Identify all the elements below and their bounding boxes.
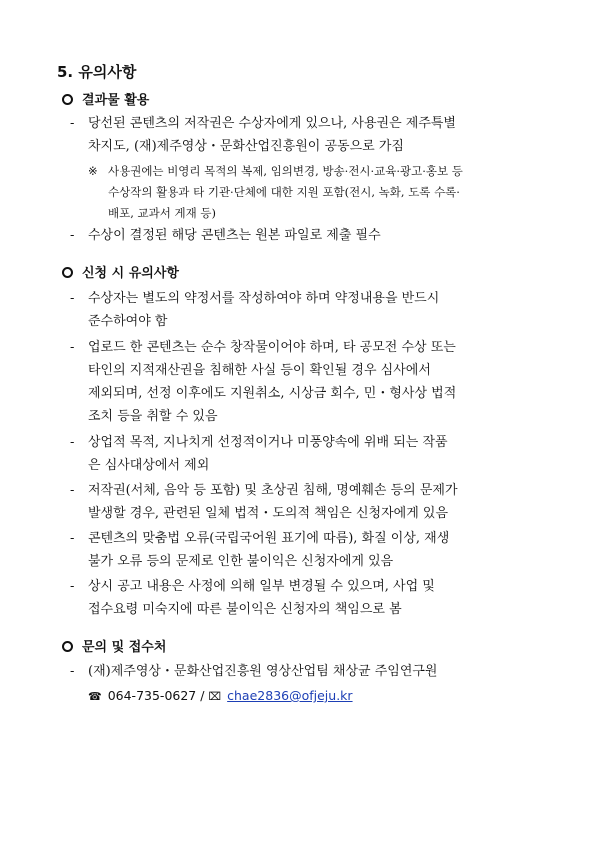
circle-bullet-icon: [62, 94, 73, 105]
list-item-text: 수상이 결정된 해당 콘텐츠는 원본 파일로 제출 필수: [88, 228, 381, 243]
circle-bullet-icon: [62, 267, 73, 278]
list-item-continuation: 불가 오류 등의 문제로 인한 불이익은 신청자에게 있음: [88, 554, 394, 569]
note-item: [88, 163, 463, 179]
list-item-continuation: 차지도, (재)제주영상・문화산업진흥원이 공동으로 가짐: [88, 139, 404, 154]
list-item: [70, 116, 456, 132]
mail-icon: ⌧: [208, 690, 222, 703]
subheading-label: 결과물 활용: [82, 93, 150, 108]
dash-marker: -: [70, 228, 75, 243]
list-item: [70, 291, 439, 307]
list-item-text: 저작권(서체, 음악 등 포함) 및 초상권 침해, 명예훼손 등의 문제가: [88, 483, 458, 498]
list-item-text: 당선된 콘텐츠의 저작권은 수상자에게 있으나, 사용권은 제주특별: [88, 116, 456, 131]
dash-marker: -: [70, 531, 75, 546]
list-item-text: 상시 공고 내용은 사정에 의해 일부 변경될 수 있으며, 사업 및: [88, 579, 435, 594]
dash-marker: -: [70, 116, 75, 131]
list-item-continuation: 은 심사대상에서 제외: [88, 458, 210, 473]
phone-icon: ☎: [88, 690, 102, 703]
email-link[interactable]: chae2836@ofjeju.kr: [227, 688, 353, 703]
dash-marker: -: [70, 483, 75, 498]
list-item-continuation: 제외되며, 선정 이후에도 지원취소, 시상금 회수, 민・형사상 법적: [88, 386, 457, 401]
dash-marker: -: [70, 340, 75, 355]
list-item-text: 콘텐츠의 맞춤법 오류(국립국어원 표기에 따름), 화질 이상, 재생: [88, 531, 450, 546]
list-item-continuation: 준수하여야 함: [88, 314, 168, 329]
note-text: 사용권에는 비영리 목적의 복제, 임의변경, 방송·전시·교육·광고·홍보 등: [108, 164, 463, 178]
list-item-continuation: 조치 등을 취할 수 있음: [88, 409, 218, 424]
subheading-label: 문의 및 접수처: [82, 640, 167, 655]
list-item: [70, 664, 438, 680]
list-item-text: 업로드 한 콘텐츠는 순수 창작물이어야 하며, 타 공모전 수상 또는: [88, 340, 456, 355]
subheading-label: 신청 시 유의사항: [82, 266, 179, 281]
list-item: [70, 435, 448, 451]
list-item: [70, 579, 435, 595]
list-item-continuation: 타인의 지적재산권을 침해한 사실 등이 확인될 경우 심사에서: [88, 363, 431, 378]
list-item-continuation: 접수요령 미숙지에 따른 불이익은 신청자의 책임으로 봄: [88, 602, 402, 617]
contact-organization: (재)제주영상・문화산업진흥원 영상산업팀 채상균 주임연구원: [88, 664, 438, 679]
list-item: [70, 483, 458, 499]
list-item-text: 상업적 목적, 지나치게 선정적이거나 미풍양속에 위배 되는 작품: [88, 435, 448, 450]
contact-line: [88, 688, 353, 705]
note-continuation: 수상작의 활용과 타 기관·단체에 대한 지원 포함(전시, 녹화, 도록 수록·: [108, 185, 460, 199]
subheading-inquiry: [62, 640, 166, 656]
list-item-continuation: 발생할 경우, 관련된 일체 법적・도의적 책임은 신청자에게 있음: [88, 506, 449, 521]
phone-number: 064-735-0627: [107, 688, 197, 703]
list-item: [70, 531, 449, 547]
list-item-text: 수상자는 별도의 약정서를 작성하여야 하며 약정내용을 반드시: [88, 291, 440, 306]
contact-separator: /: [200, 688, 205, 703]
reference-mark-icon: ※: [88, 164, 98, 178]
dash-marker: -: [70, 579, 75, 594]
list-item: [70, 228, 381, 244]
subheading-application: [62, 266, 179, 282]
circle-bullet-icon: [62, 641, 73, 652]
note-continuation: 배포, 교과서 게재 등): [108, 206, 216, 220]
subheading-result-use: [62, 93, 149, 109]
dash-marker: -: [70, 664, 75, 679]
dash-marker: -: [70, 435, 75, 450]
dash-marker: -: [70, 291, 75, 306]
section-title: 5. 유의사항: [57, 63, 137, 81]
list-item: [70, 340, 456, 356]
